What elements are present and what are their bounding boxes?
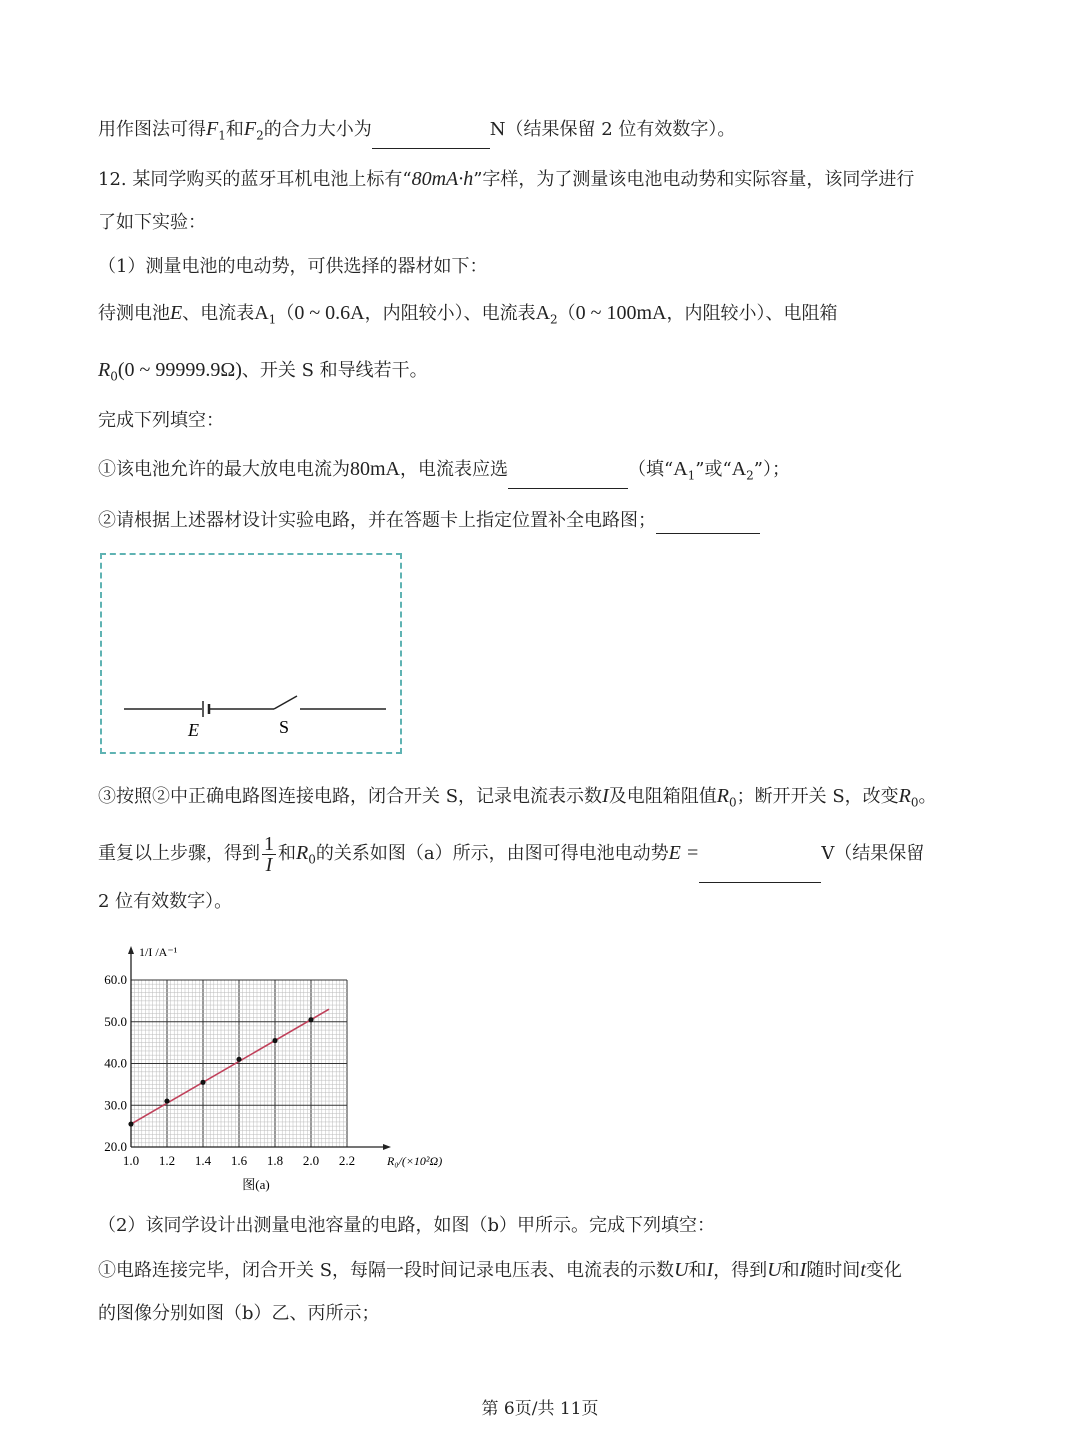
figure-caption: 图(a) — [242, 1177, 270, 1192]
x-tick-label: 1.6 — [230, 1153, 248, 1168]
y-tick-label: 20.0 — [104, 1139, 127, 1154]
range-R0: (0 ~ 99999.9Ω) — [117, 359, 242, 381]
text: 用作图法可得 — [98, 119, 206, 140]
math-A: A — [535, 302, 551, 324]
switch-lever — [274, 696, 297, 709]
text: ，内阻较小）、电阻箱 — [666, 303, 838, 324]
range-A1: 0 ~ 0.6A — [294, 302, 365, 324]
text: 及电阻箱阻值 — [608, 786, 717, 807]
text: 和 — [781, 1260, 800, 1281]
y-tick-label: 60.0 — [104, 972, 127, 987]
y-tick-label: 30.0 — [104, 1097, 127, 1113]
text: （1）测量电池的电动势，可供选择的器材如下： — [98, 256, 488, 277]
part-2-step-1-line-2 — [98, 1301, 380, 1327]
math-A: A — [254, 302, 269, 324]
text: 了如下实验： — [98, 212, 206, 233]
text: ②请根据上述器材设计实验电路，并在答题卡上指定位置补全电路图； — [98, 510, 656, 531]
text: 待测电池 — [98, 303, 170, 324]
step-2 — [98, 508, 760, 534]
step-3-line-2 — [98, 830, 924, 883]
x-tick-label: 1.8 — [266, 1153, 284, 1168]
circuit-diagram — [102, 555, 400, 752]
numerator: 1 — [264, 832, 274, 855]
data-point — [128, 1121, 133, 1126]
fraction-1-over-I — [262, 834, 276, 875]
data-point — [308, 1017, 313, 1022]
question-12-line-1 — [98, 166, 914, 193]
switch-label: S — [279, 717, 290, 737]
y-axis-label: 1/I /A⁻¹ — [139, 945, 178, 959]
part-2-step-1-line-1 — [98, 1257, 902, 1284]
y-axis-arrow — [128, 946, 134, 954]
circuit-diagram-box[interactable] — [100, 553, 402, 754]
chart-svg — [95, 935, 455, 1197]
math-E-equals: E = — [668, 842, 700, 864]
text: 重复以上步骤，得到 — [98, 843, 260, 864]
text: ”字样，为了测量该电池电动势和实际容量，该同学进行 — [473, 169, 915, 190]
equipment-line-1 — [98, 300, 838, 333]
x-tick-label: 1.4 — [194, 1153, 212, 1168]
math-I: I — [799, 1259, 807, 1281]
step-1 — [98, 456, 790, 489]
page-footer: 第 6页/共 11页 — [481, 1399, 599, 1419]
text: ，电流表应选 — [400, 459, 508, 480]
math-U: U — [674, 1259, 689, 1281]
text: ①该电池允许的最大放电电流为 — [98, 459, 350, 480]
answer-blank-1[interactable] — [372, 126, 490, 149]
x-tick-label: 1.0 — [122, 1153, 140, 1168]
data-point — [164, 1098, 169, 1103]
text: 2 位有效数字）。 — [98, 891, 233, 912]
text: ，得到 — [713, 1260, 768, 1281]
sub: 0 — [308, 852, 316, 867]
x-tick-label: 2.0 — [302, 1153, 320, 1168]
text: 和 — [278, 843, 296, 864]
sub: 2 — [256, 128, 264, 143]
math-I: I — [706, 1259, 714, 1281]
capacity-label: 80mA·h — [411, 168, 474, 190]
text: V（结果保留 — [821, 843, 925, 864]
text: 和 — [225, 119, 244, 140]
y-tick-label: 50.0 — [104, 1013, 127, 1029]
answer-blank-3[interactable] — [656, 511, 760, 534]
graph-a — [95, 935, 455, 1201]
text: 、开关 S 和导线若干。 — [241, 360, 428, 381]
fit-line — [131, 1009, 329, 1124]
text: 和 — [688, 1260, 707, 1281]
question-12-line-2 — [98, 210, 206, 236]
answer-blank-2[interactable] — [508, 466, 628, 489]
sub: 2 — [746, 468, 754, 483]
equipment-line-2 — [98, 357, 428, 390]
text: ”或“ — [695, 459, 732, 480]
text: （ — [557, 303, 576, 324]
sub: 0 — [728, 795, 737, 810]
denominator: I — [265, 853, 273, 876]
part-2-heading — [98, 1213, 715, 1239]
math-A: A — [673, 458, 688, 480]
math-R: R — [296, 842, 309, 864]
step-3-line-3 — [98, 889, 232, 915]
math-U: U — [767, 1259, 782, 1281]
y-tick-label: 40.0 — [104, 1055, 127, 1071]
data-point — [200, 1080, 205, 1085]
math-R: R — [98, 359, 111, 381]
step-3-line-1 — [98, 783, 937, 816]
math-R: R — [898, 785, 911, 807]
max-current: 80mA — [350, 458, 400, 480]
sub: 1 — [268, 312, 277, 327]
fill-instruction — [98, 408, 224, 434]
data-point — [236, 1057, 241, 1062]
text: 变化 — [865, 1260, 902, 1281]
text: 的关系如图（a）所示，由图可得电池电动势 — [315, 843, 669, 864]
text: N（结果保留 2 位有效数字）。 — [489, 119, 736, 140]
text: ；断开开关 S，改变 — [736, 786, 899, 807]
x-tick-label: 2.2 — [338, 1153, 356, 1168]
text: 12. 某同学购买的蓝牙耳机电池上标有“ — [98, 169, 412, 190]
sub: 1 — [687, 468, 696, 483]
text: 完成下列填空： — [98, 410, 224, 431]
data-point — [272, 1038, 277, 1043]
text: 随时间 — [806, 1260, 861, 1281]
text: 的合力大小为 — [263, 119, 372, 140]
sub: 1 — [218, 128, 226, 143]
math-t: t — [860, 1259, 866, 1281]
text: （2）该同学设计出测量电池容量的电路，如图（b）甲所示。完成下列填空： — [98, 1215, 715, 1236]
answer-blank-4[interactable] — [699, 860, 821, 883]
text: 。 — [918, 786, 937, 807]
x-tick-label: 1.2 — [158, 1153, 176, 1168]
x-axis-arrow — [383, 1144, 391, 1150]
text: 的图像分别如图（b）乙、丙所示； — [98, 1303, 380, 1324]
math-F1: F — [206, 118, 219, 140]
part-1-heading — [98, 254, 487, 280]
text: ③按照②中正确电路图连接电路，闭合开关 S，记录电流表示数 — [98, 786, 603, 807]
text: 、电流表 — [182, 303, 255, 324]
text: （填“ — [628, 459, 674, 480]
math-A: A — [731, 458, 747, 480]
sub: 2 — [550, 312, 558, 327]
math-E: E — [170, 302, 183, 324]
text-line-1 — [98, 116, 735, 149]
sub: 0 — [910, 795, 919, 810]
sub: 0 — [110, 369, 118, 384]
x-axis-label: R₀/(×10²Ω) — [387, 1154, 443, 1168]
text: ，内阻较小）、电流表 — [364, 303, 536, 324]
math-R: R — [716, 785, 729, 807]
range-A2: 0 ~ 100mA — [575, 302, 667, 324]
text: （ — [276, 303, 295, 324]
math-F2: F — [243, 118, 257, 140]
math-I: I — [602, 785, 609, 807]
text: ①电路连接完毕，闭合开关 S，每隔一段时间记录电压表、电流表的示数 — [98, 1260, 675, 1281]
text: ”）； — [753, 459, 790, 480]
battery-label: E — [188, 720, 199, 740]
